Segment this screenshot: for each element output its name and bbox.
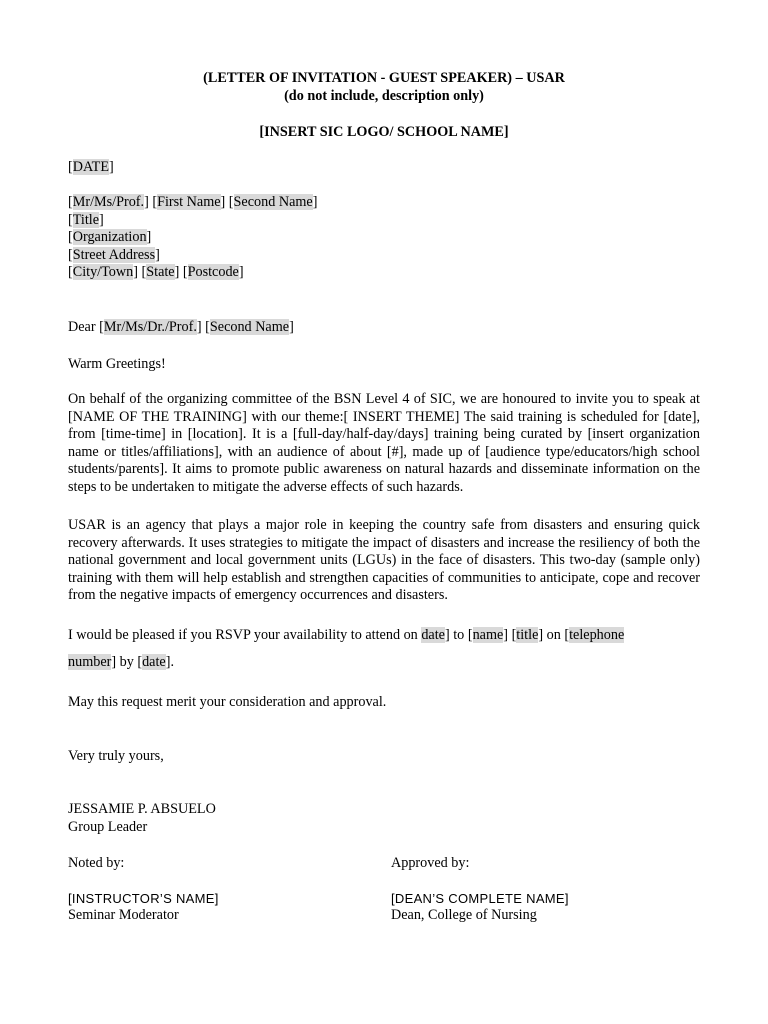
noted-label: Noted by: — [68, 855, 125, 871]
dean-name-placeholder: [DEAN’S COMPLETE NAME] — [391, 890, 569, 906]
dear-second-name-placeholder: Second Name — [209, 319, 290, 335]
dear-title-placeholder: Mr/Ms/Dr./Prof. — [103, 319, 197, 335]
sender-block — [68, 801, 700, 836]
sender-role: Group Leader — [68, 818, 148, 835]
noted-block — [68, 855, 219, 925]
logo-placeholder: [INSERT SIC LOGO/ SCHOOL NAME] — [259, 124, 509, 140]
rsvp-telephone-placeholder: telephone — [569, 627, 625, 643]
recipient-name-line: [Mr/Ms/Prof.] [First Name] [Second Name] — [68, 194, 318, 210]
recipient-organization-line: [Organization] — [68, 229, 152, 246]
second-name-placeholder: Second Name — [233, 194, 313, 210]
body-paragraph-2: USAR is an agency that plays a major role in keeping the country safe from disasters and ensuring quick recovery afterwards. It uses strategies to mitigate the impact of disasters and increase the resiliency of both the national government and local government units (LGUs) in the face of disasters. This two-day (sample only) training with them will help establish and strengthen capacities of communities to anticipate, cope and recover from the negative impacts of emergency occurrences and disasters. — [68, 517, 700, 604]
state-placeholder: State — [146, 264, 175, 281]
rsvp-title-placeholder: title — [516, 627, 539, 643]
dear-line: Dear [Mr/Ms/Dr./Prof.] [Second Name] — [68, 319, 294, 335]
instructor-role: Seminar Moderator — [68, 907, 179, 924]
rsvp-date-placeholder: date — [421, 627, 445, 643]
city-placeholder: City/Town — [72, 264, 134, 281]
rsvp-paragraph: I would be pleased if you RSVP your availability to attend on date] to [name] [title] on [telephone number] by [date]. — [68, 627, 625, 670]
first-name-placeholder: First Name — [157, 194, 221, 210]
sender-name: JESSAMIE P. ABSUELO — [68, 801, 216, 817]
street-address-placeholder: Street Address — [72, 246, 156, 263]
body-paragraph-1: On behalf of the organizing committee of the BSN Level 4 of SIC, we are honoured to invite you to speak at [NAME OF THE TRAINING] with our theme:[ INSERT THEME] The said training is scheduled for [date], from [time-time] in [location]. It is a [full-day/half-day/days] training being curated by [insert organization name or titles/affiliations], with an audience of about [#], made up of [audience type/educators/high school students/parents]. It aims to promote public awareness on natural hazards and disseminate information on the steps to be undertaken to mitigate the adverse effects of such hazards. — [68, 391, 700, 495]
recipient-street-line: [Street Address] — [68, 246, 160, 263]
date-placeholder: DATE — [72, 159, 109, 175]
title-placeholder: Title — [72, 211, 100, 228]
letter-subtitle: (do not include, description only) — [284, 88, 484, 104]
date-line: [DATE] — [68, 159, 114, 175]
rsvp-telephone-number-placeholder: number — [68, 654, 112, 670]
dean-role: Dean, College of Nursing — [391, 907, 537, 924]
salutation-title-placeholder: Mr/Ms/Prof. — [72, 194, 145, 210]
recipient-address — [68, 194, 700, 282]
request-line: May this request merit your consideration and approval. — [68, 694, 387, 710]
warm-greetings: Warm Greetings! — [68, 356, 166, 372]
recipient-city-line: [City/Town] [State] [Postcode] — [68, 264, 244, 281]
instructor-name-placeholder: [INSTRUCTOR’S NAME] — [68, 890, 219, 906]
postcode-placeholder: Postcode — [187, 264, 239, 281]
letter-title: (LETTER OF INVITATION - GUEST SPEAKER) – USAR — [203, 70, 565, 86]
approved-label: Approved by: — [391, 855, 470, 871]
rsvp-name-placeholder: name — [472, 627, 504, 643]
organization-placeholder: Organization — [72, 229, 147, 246]
approved-block — [391, 855, 569, 925]
sign-off: Very truly yours, — [68, 748, 164, 764]
rsvp-date2-placeholder: date — [142, 654, 166, 670]
recipient-title-line: [Title] — [68, 211, 104, 228]
